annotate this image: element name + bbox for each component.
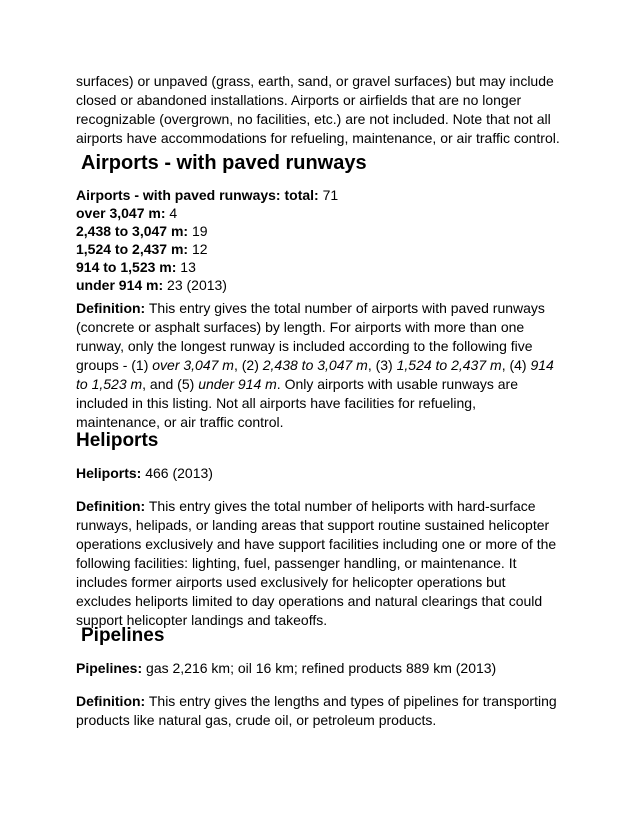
pipelines-value: gas 2,216 km; oil 16 km; refined products 889 km (2013) xyxy=(142,660,497,676)
paved-total-label: Airports - with paved runways: total: xyxy=(76,187,319,203)
definition-line: support helicopter landings and takeoffs. xyxy=(76,612,328,628)
definition-line: includes former airports used exclusively for helicopter operations but xyxy=(76,574,506,590)
definition-text: This entry gives the total number of heliports with hard-surface xyxy=(145,498,536,514)
paved-row xyxy=(76,240,576,258)
paved-total-value: 71 xyxy=(318,187,339,203)
intro-line: recognizable (overgrown, no facilities, etc.) are not included. Note that not all xyxy=(76,111,551,127)
definition-line: runways, helipads, or landing areas that support routine sustained helicopter xyxy=(76,517,550,533)
section-heading-heliports: Heliports xyxy=(76,430,159,451)
definition-line: following facilities: lighting, fuel, passenger handling, or maintenance. It xyxy=(76,555,517,571)
definition-line: (concrete or asphalt surfaces) by length. For airports with more than one xyxy=(76,319,525,335)
definition-line: products like natural gas, crude oil, or petroleum products. xyxy=(76,712,437,728)
definition-line: maintenance, or air traffic control. xyxy=(76,414,284,430)
paved-row-value: 23 (2013) xyxy=(163,277,227,293)
paved-row-value: 4 xyxy=(165,205,178,221)
pipelines-label: Pipelines: xyxy=(76,660,143,676)
heliports-stats xyxy=(76,464,576,482)
paved-runways-stats xyxy=(76,186,576,294)
heliports-label: Heliports: xyxy=(76,465,142,481)
definition-italic: to 1,523 m xyxy=(76,376,143,392)
heliports-row xyxy=(76,464,576,482)
definition-label: Definition: xyxy=(76,693,146,709)
intro-line: airports have accommodations for refueling, maintenance, or air traffic control. xyxy=(76,130,560,146)
paved-row-value: 19 xyxy=(188,223,208,239)
definition-italic: 914 xyxy=(530,357,554,373)
definition-line: runway, only the longest runway is included according to the following five xyxy=(76,338,533,354)
definition-text: , (2) xyxy=(233,357,263,373)
definition-line xyxy=(76,375,576,394)
paved-row-value: 13 xyxy=(176,259,196,275)
pipelines-definition xyxy=(76,692,576,730)
paved-row xyxy=(76,258,576,276)
definition-line xyxy=(76,356,576,375)
definition-line: included in this listing. Not all airports have facilities for refueling, xyxy=(76,395,476,411)
definition-italic: over 3,047 m xyxy=(152,357,234,373)
intro-line: surfaces) or unpaved (grass, earth, sand, or gravel surfaces) but may include xyxy=(76,73,554,89)
definition-italic: 1,524 to 2,437 m xyxy=(396,357,502,373)
paved-row xyxy=(76,204,576,222)
definition-text: . Only airports with usable runways are xyxy=(276,376,519,392)
definition-italic: 2,438 to 3,047 m xyxy=(262,357,368,373)
intro-line: closed or abandoned installations. Airports or airfields that are no longer xyxy=(76,92,522,108)
definition-text: , and (5) xyxy=(142,376,199,392)
heliports-definition xyxy=(76,497,576,630)
definition-text: This entry gives the total number of airports with paved runways xyxy=(145,300,545,316)
definition-line xyxy=(76,299,576,318)
paved-row-label: 2,438 to 3,047 m: xyxy=(76,223,189,239)
definition-text: groups - (1) xyxy=(76,357,153,373)
definition-text: , (3) xyxy=(367,357,397,373)
section-heading-paved-runways: Airports - with paved runways xyxy=(81,152,367,174)
definition-line xyxy=(76,692,576,711)
paved-row xyxy=(76,276,576,294)
paved-total-row xyxy=(76,186,576,204)
definition-italic: under 914 m xyxy=(198,376,277,392)
paved-row-label: 1,524 to 2,437 m: xyxy=(76,241,189,257)
paved-row-value: 12 xyxy=(188,241,208,257)
definition-text: This entry gives the lengths and types of pipelines for transporting xyxy=(145,693,557,709)
paved-row xyxy=(76,222,576,240)
paved-row-label: 914 to 1,523 m: xyxy=(76,259,177,275)
paved-row-label: under 914 m: xyxy=(76,277,164,293)
definition-label: Definition: xyxy=(76,498,146,514)
definition-label: Definition: xyxy=(76,300,146,316)
definition-text: , (4) xyxy=(501,357,531,373)
intro-paragraph xyxy=(76,72,576,148)
definition-line xyxy=(76,497,576,516)
section-heading-pipelines: Pipelines xyxy=(81,625,165,646)
pipelines-stats xyxy=(76,659,576,677)
definition-line: excludes heliports limited to day operations and natural clearings that could xyxy=(76,593,543,609)
paved-row-label: over 3,047 m: xyxy=(76,205,166,221)
pipelines-row xyxy=(76,659,576,677)
heliports-value: 466 (2013) xyxy=(141,465,213,481)
definition-line: operations exclusively and have support facilities including one or more of the xyxy=(76,536,557,552)
paved-definition xyxy=(76,299,576,432)
